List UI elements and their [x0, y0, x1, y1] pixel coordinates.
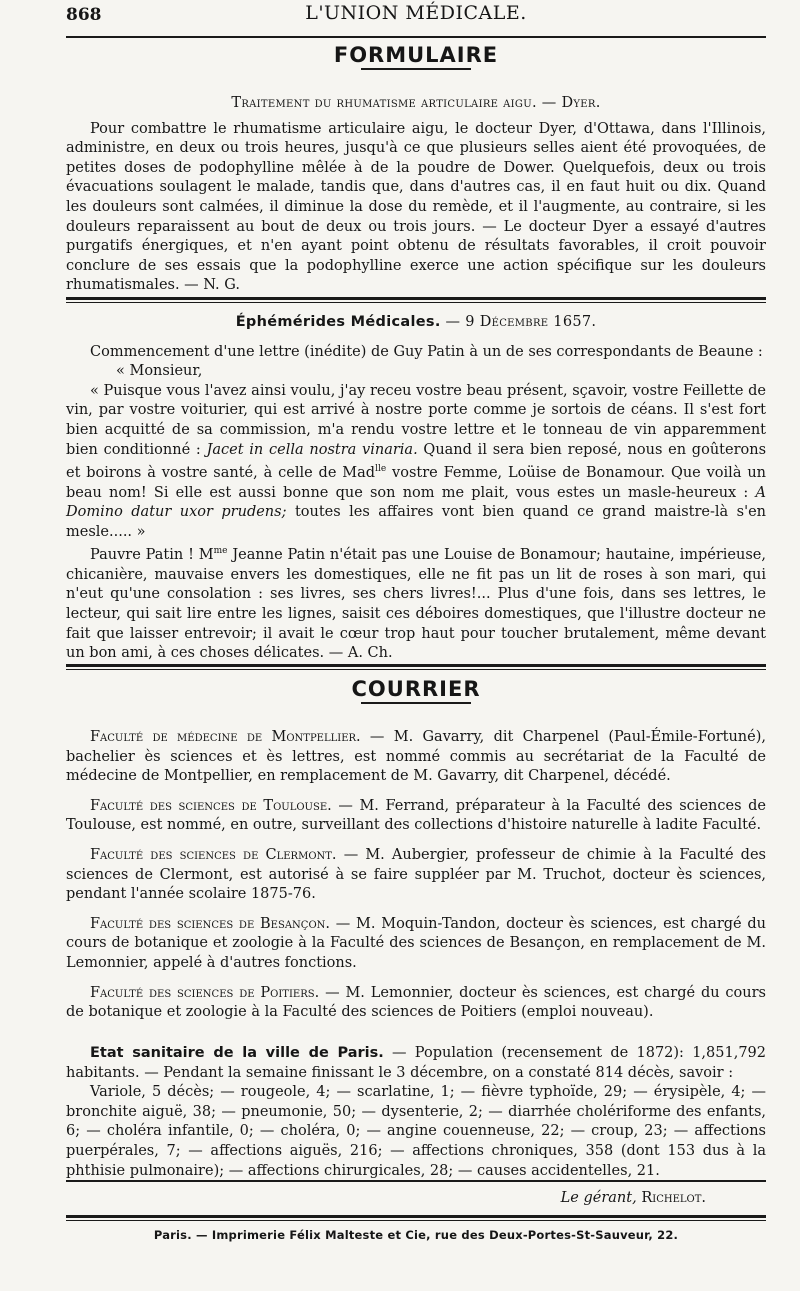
- imprint-rule-thin: [66, 1220, 766, 1221]
- etat-sanitaire-intro: — Population (recensement de 1872): 1,851,792 habitants. — Pendant la semaine finissant le 3 décembre, on a constaté 814 décès, savoir :: [66, 1045, 766, 1081]
- courrier-item: [66, 728, 766, 787]
- letter-text-3: vostre Femme, Loüise de Bonamour. Que voilà un beau nom! Si elle est aussi bonne que son nom me plait, vous estes un masle-heureux :: [66, 464, 767, 501]
- courrier-item-text: — M. Aubergier, professeur de chimie à la Faculté des sciences de Clermont, est autorisé à se faire suppléer par M. Truchot, docteur ès sciences, pendant l'année scolaire 1875-76.: [66, 846, 766, 903]
- ephemerides-article: [66, 313, 766, 664]
- formulaire-rule-thick: [66, 297, 766, 300]
- courrier-item-label: Faculté de médecine de Montpellier.: [90, 729, 361, 745]
- header-rule: [66, 36, 766, 38]
- letter-text-1: « Puisque vous l'avez ainsi voulu, j'ay receu vostre beau présent, sçavoir, vostre Feillette de vin, par vostre voiturier, qui est arrivé à nostre porte comme je sortois de céans. Il s'est fort bien acquitté de sa commission, m'a rendu vostre lettre et le tonneau de vin apparemment bien conditionné :: [66, 382, 766, 458]
- formulaire-rule-thin: [66, 302, 766, 303]
- courrier-item: [66, 797, 766, 836]
- ephemerides-date: — 9 Décembre 1657.: [445, 314, 597, 330]
- ephemerides-title: Éphémérides Médicales.: [235, 314, 441, 330]
- journal-title: L'UNION MÉDICALE.: [305, 2, 527, 24]
- superscript-mademoiselle: lle: [375, 464, 387, 475]
- etat-sanitaire-title: Etat sanitaire de la ville de Paris.: [90, 1045, 384, 1061]
- courrier-item-text: — M. Gavarry, dit Charpenel (Paul-Émile-Fortuné), bachelier ès sciences et ès lettres, est nommé commis au secrétariat de la Faculté de médecine de Montpellier, en remplacement de M. Gavarry, dit Charpenel, décédé.: [66, 729, 766, 785]
- courrier-item-text: — M. Moquin-Tandon, docteur ès sciences, est chargé du cours de botanique et zoologie à la Faculté des sciences de Besançon, en remplacement de M. Lemonnier, appelé à d'autres fonctions.: [66, 915, 766, 971]
- page-number: 868: [66, 5, 102, 25]
- etat-sanitaire-details: Variole, 5 décès; — rougeole, 4; — scarlatine, 1; — fièvre typhoïde, 29; — érysipèle, 4; — bronchite aiguë, 38; — pneumonie, 50; — dysenterie, 2; — diarrhée cholériforme des enfants, 6; — choléra infantile, 0; — choléra, 0; — angine couenneuse, 22; — croup, 23; — affections puerpérales, 7; — affections aiguës, 216; — affections chroniques, 358 (dont 153 dus à la phthisie pulmonaire); — affections chirurgicales, 28; — causes accidentelles, 21.: [66, 1084, 766, 1179]
- gerant-signature: [66, 1189, 706, 1209]
- gerant-label: Le gérant,: [560, 1190, 637, 1206]
- ephemerides-commentary: [66, 542, 766, 663]
- formulaire-body: Pour combattre le rhumatisme articulaire aigu, le docteur Dyer, d'Ottawa, dans l'Illinois, administre, en deux ou trois heures, jusqu'à ce que plusieurs selles aient été provoquées, de petites doses de podophylline mêlée à de la poudre de Dower. Quelquefois, deux ou trois évacuations soulagent le malade, tandis que, dans d'autres cas, il en faut huit ou dix. Quand les douleurs sont calmées, il diminue la dose du remède, et il l'augmente, au contraire, si les douleurs reparaissent au bout de deux ou trois jours. — Le docteur Dyer a essayé d'autres purgatifs énergiques, et n'en ayant point obtenu de résultats favorables, il croit pouvoir conclure de ses essais que la podophylline exerce une action spécifique sur les douleurs rhumatismales. — N. G.: [66, 120, 766, 294]
- formulaire-heading: [66, 43, 766, 70]
- commentary-text-2: Jeanne Patin n'était pas une Louise de Bonamour; hautaine, impérieuse, chicanière, mauvaise envers les domestiques, elle ne fit pas un lit de roses à son mari, qui n'eut qu'une consolation : ses livres, ses chers livres!... Plus d'une fois, dans ses lettres, le lecteur, qui sait lire entre les lignes, saisit ces déboires domestiques, que l'illustre docteur ne fait que laisser entrevoir; il avait le cœur trop haut pour toucher brutalement, même devant un bon ami, à ces choses délicates. — A. Ch.: [66, 547, 766, 662]
- courrier-heading: [66, 677, 766, 704]
- courrier-title-underline: [361, 702, 471, 704]
- ephemerides-intro: Commencement d'une lettre (inédite) de Guy Patin à un de ses correspondants de Beaune :: [90, 343, 763, 360]
- footer-rule: [66, 1180, 766, 1182]
- formulaire-title-underline: [361, 68, 471, 70]
- courrier-item: [66, 846, 766, 905]
- imprint-rule-thick: [66, 1215, 766, 1218]
- courrier-item: [66, 984, 766, 1023]
- letter-text-4: toutes les affaires vont bien quand ce grand maistre-là s'en mesle..... »: [66, 504, 767, 540]
- ephemerides-rule-thin: [66, 669, 766, 670]
- printer-imprint: Paris. — Imprimerie Félix Malteste et Cie, rue des Deux-Portes-St-Sauveur, 22.: [153, 1228, 679, 1242]
- ephemerides-letter: [66, 382, 766, 543]
- courrier-item-label: Faculté des sciences de Toulouse.: [90, 797, 332, 814]
- gerant-name: Richelot.: [641, 1190, 706, 1206]
- courrier-title: COURRIER: [351, 677, 481, 701]
- superscript-madame: me: [213, 546, 228, 557]
- commentary-text-1: Pauvre Patin ! M: [90, 547, 214, 564]
- letter-text-2: Quand il sera bien reposé, nous en goûterons et boirons à vostre santé, à celle de Mad: [66, 441, 767, 481]
- courrier-item-text: — M. Ferrand, préparateur à la Faculté des sciences de Toulouse, est nommé, en outre, surveillant des collections d'histoire naturelle à ladite Faculté.: [66, 797, 766, 834]
- courrier-item: [66, 915, 766, 974]
- etat-sanitaire-article: [66, 1044, 766, 1181]
- latin-quote-1: Jacet in cella nostra vinaria.: [206, 441, 418, 458]
- ephemerides-salutation: « Monsieur,: [116, 363, 203, 380]
- courrier-item-label: Faculté des sciences de Clermont.: [90, 846, 337, 863]
- latin-quote-2: A Domino datur uxor prudens;: [66, 484, 766, 521]
- formulaire-article: [66, 94, 766, 296]
- courrier-item-label: Faculté des sciences de Poitiers.: [90, 984, 320, 1001]
- etat-sanitaire-lead: [66, 1044, 766, 1083]
- courrier-item-text: — M. Lemonnier, docteur ès sciences, est chargé du cours de botanique et zoologie à la Faculté des sciences de Poitiers (emploi nouveau).: [66, 984, 766, 1021]
- ephemerides-heading: [66, 313, 766, 333]
- courrier-list: [66, 728, 766, 1033]
- formulaire-subheading: Traitement du rhumatisme articulaire aigu. — Dyer.: [231, 95, 601, 111]
- ephemerides-rule-thick: [66, 664, 766, 667]
- courrier-item-label: Faculté des sciences de Besançon.: [90, 915, 331, 932]
- formulaire-title: FORMULAIRE: [333, 43, 499, 67]
- page-header: [66, 2, 766, 30]
